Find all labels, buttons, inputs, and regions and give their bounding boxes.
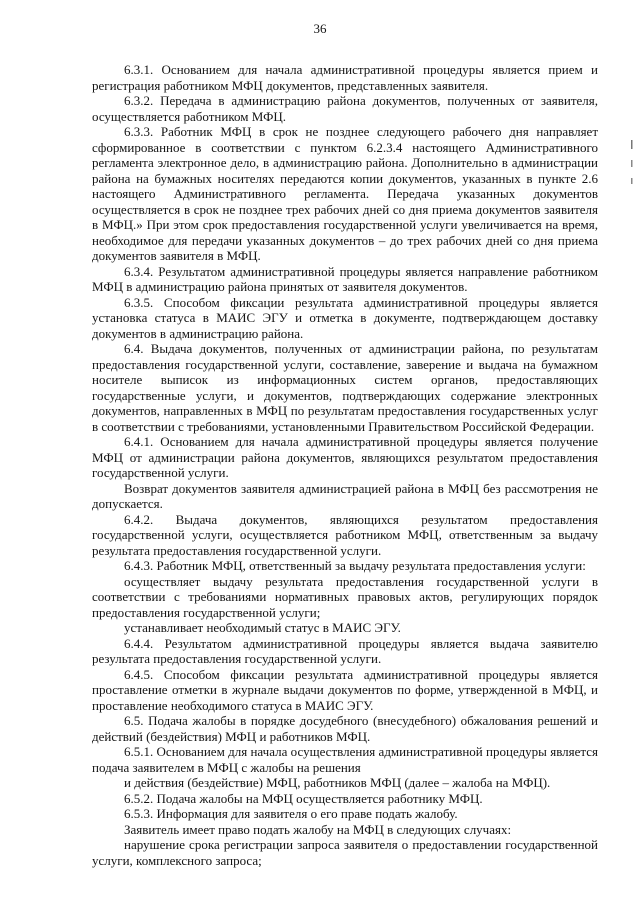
paragraph-registration-violation: нарушение срока регистрации запроса заявителя о предоставлении государственной услуги, комплексного запроса; xyxy=(92,837,598,868)
paragraph-sets-status: устанавливает необходимый статус в МАИС ЭГУ. xyxy=(124,620,401,635)
paragraph-6-5-2: 6.5.2. Подача жалобы на МФЦ осуществляется работнику МФЦ. xyxy=(124,790,483,806)
paragraph-6-4: 6.4. Выдача документов, полученных от администрации района, по результатам предоставления государственной услуги, составление, заверение и выдача на бумажном носителе выписок из информационных систем органов, предоставляющих государственные услуги, и документов, подтверждающих содержание электронных документов, направленных в МФЦ по результатам предоставления государственных услуг в соответствии с требованиями, установленными Правительством Российской Федерации. xyxy=(92,341,598,434)
paragraph-6-5: 6.5. Подача жалобы в порядке досудебного (внесудебного) обжалования решений и действий (бездействия) МФЦ и работников МФЦ. xyxy=(92,713,598,744)
paragraph-6-3-2: 6.3.2. Передача в администрацию района документов, полученных от заявителя, осуществляется работником МФЦ. xyxy=(92,93,598,124)
paragraph-6-4-3: 6.4.3. Работник МФЦ, ответственный за выдачу результата предоставления услуги: xyxy=(124,558,586,573)
paragraph-6-3-3: 6.3.3. Работник МФЦ в срок не позднее следующего рабочего дня направляет сформированное в соответствии с пунктом 6.2.3.4 настоящего Административного регламента электронное дело, в администрацию района. Дополнительно в администрации района на бумажных носителях передаются копии документов, указанных в пункте 2.6 настоящего Административного регламента. Передача указанных документов осуществляется в срок не позднее трех рабочих дней со дня приема документов заявителя в МФЦ.» При этом срок предоставления государственной услуги увеличивается на время, необходимое для передачи указанных документов – до трех рабочих дней со дня приема документов заявителя в МФЦ. xyxy=(92,124,598,263)
paragraph-6-5-1: 6.5.1. Основанием для начала осуществления административной процедуры является подача заявителем в МФЦ с жалобы на решения xyxy=(92,744,598,775)
paragraph-issues-result: осуществляет выдачу результата предоставления государственной услуги в соответствии с требованиями нормативных правовых актов, регулирующих порядок предоставления государственной услуги; xyxy=(92,573,598,620)
paragraph-6-4-1: 6.4.1. Основанием для начала административной процедуры является получение МФЦ от администрации района документов, являющихся результатом предоставления государственной услуги. xyxy=(92,434,598,480)
paragraph-6-3-4: 6.3.4. Результатом административной процедуры является направление работником МФЦ в администрацию района принятых от заявителя документов. xyxy=(92,263,598,294)
paragraph-6-3-5: 6.3.5. Способом фиксации результата административной процедуры является установка статуса в МАИС ЭГУ и отметка в документе, подтверждающем доставку документов в администрацию района. xyxy=(92,294,598,341)
paragraph-complaint-cases: Заявитель имеет право подать жалобу на МФЦ в следующих случаях: xyxy=(124,821,512,837)
paragraph-6-4-2: 6.4.2. Выдача документов, являющихся результатом предоставления государственной услуги, осуществляется работником МФЦ, ответственным за выдачу результата предоставления государственной услуги. xyxy=(92,511,598,558)
paragraph-6-5-1-continued: и действия (бездействие) МФЦ, работников МФЦ (далее – жалоба на МФЦ). xyxy=(124,775,551,790)
paragraph-return-documents: Возврат документов заявителя администрацией района в МФЦ без рассмотрения не допускается. xyxy=(92,480,598,511)
paragraph-6-4-4: 6.4.4. Результатом административной процедуры является выдача заявителю результата предоставления государственной услуги. xyxy=(92,635,598,666)
document-body xyxy=(92,62,598,868)
paragraph-6-4-5: 6.4.5. Способом фиксации результата административной процедуры является проставление отметки в журнале выдачи документов по форме, утвержденной в МФЦ, и проставление необходимого статуса в МАИС ЭГУ. xyxy=(92,666,598,713)
page-number: 36 xyxy=(313,21,327,36)
paragraph-6-5-3: 6.5.3. Информация для заявителя о его праве подать жалобу. xyxy=(124,806,458,821)
paragraph-6-3-1: 6.3.1. Основанием для начала административной процедуры является прием и регистрация работником МФЦ документов, представленных заявителя. xyxy=(92,62,598,93)
scan-margin-marks xyxy=(628,140,636,200)
